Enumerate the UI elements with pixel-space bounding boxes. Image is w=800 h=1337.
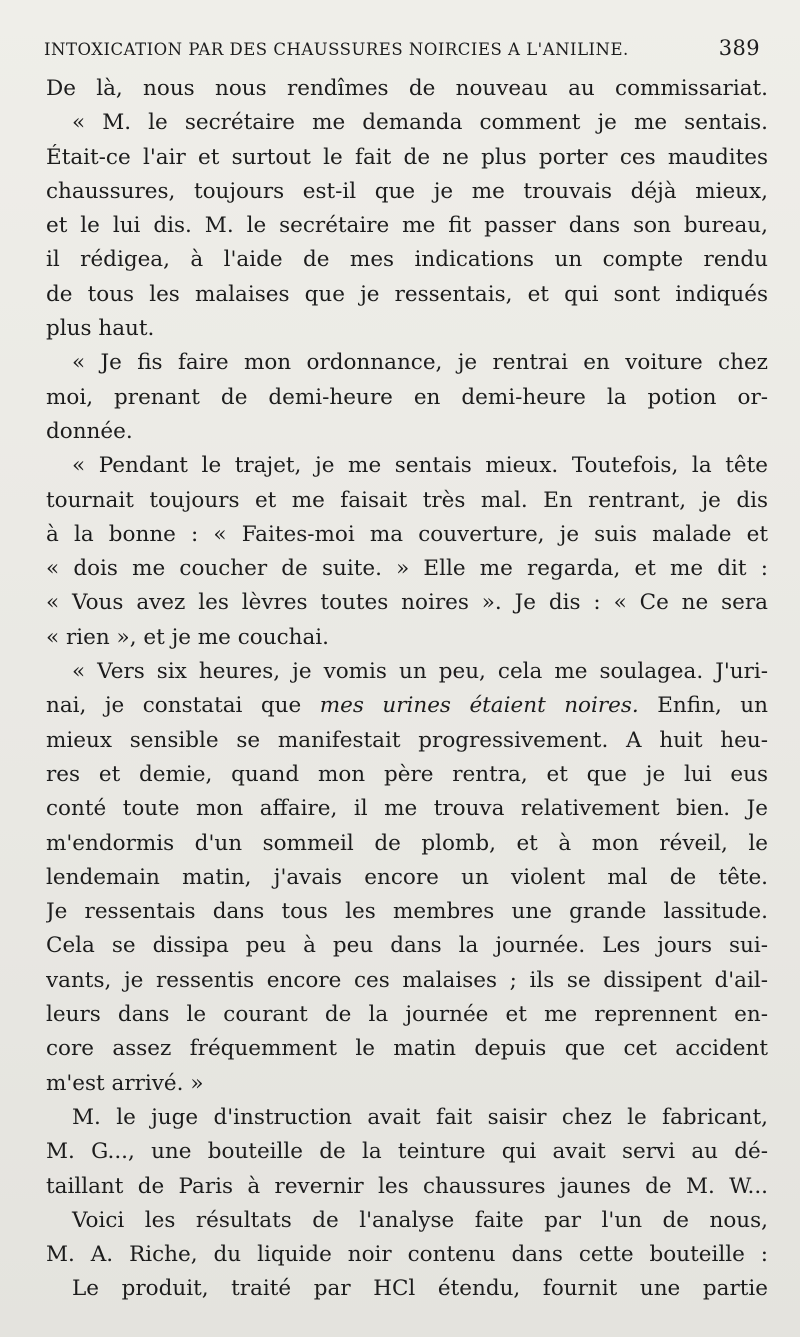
- text-line: De là, nous nous rendîmes de nouveau au commissariat.: [46, 76, 768, 101]
- text-line: plus haut.: [46, 316, 155, 342]
- text-line: M. A. Riche, du liquide noir contenu dans cette bouteille :: [46, 1242, 768, 1268]
- text-line: Était-ce l'air et surtout le fait de ne plus porter ces maudites: [46, 144, 768, 170]
- text-line: lendemain matin, j'avais encore un violent mal de tête.: [46, 864, 768, 890]
- text-segment: Enfin, un: [638, 693, 768, 719]
- italic-emphasis: mes urines étaient noires.: [319, 693, 639, 719]
- text-line: taillant de Paris à revernir les chaussures jaunes de M. W...: [46, 1173, 768, 1199]
- text-line: « Vers six heures, je vomis un peu, cela me soulagea. J'uri-: [72, 659, 768, 685]
- text-line: tournait toujours et me faisait très mal. En rentrant, je dis: [46, 487, 768, 513]
- text-line: il rédigea, à l'aide de mes indications un compte rendu: [46, 247, 768, 273]
- text-line: et le lui dis. M. le secrétaire me fit passer dans son bureau,: [46, 213, 768, 239]
- text-line: donnée.: [46, 418, 133, 444]
- text-line: m'endormis d'un sommeil de plomb, et à mon réveil, le: [46, 830, 768, 856]
- page-number: 389: [718, 36, 760, 60]
- text-line: vants, je ressentis encore ces malaises ; ils se dissipent d'ail-: [46, 967, 768, 993]
- running-title: INTOXICATION PAR DES CHAUSSURES NOIRCIES A L'ANILINE.: [44, 40, 629, 59]
- text-line: Cela se dissipa peu à peu dans la journée. Les jours sui-: [46, 933, 768, 959]
- text-line: à la bonne : « Faites-moi ma couverture, je suis malade et: [46, 521, 768, 547]
- text-line: « Vous avez les lèvres toutes noires ». Je dis : « Ce ne sera: [46, 590, 768, 616]
- text-line: de tous les malaises que je ressentais, et qui sont indiqués: [46, 281, 768, 307]
- text-line: « Pendant le trajet, je me sentais mieux. Toutefois, la tête: [72, 453, 768, 479]
- text-line: moi, prenant de demi-heure en demi-heure la potion or-: [46, 384, 768, 410]
- text-line: « M. le secrétaire me demanda comment je me sentais.: [72, 110, 768, 136]
- text-line: Voici les résultats de l'analyse faite par l'un de nous,: [72, 1207, 768, 1233]
- text-line: [46, 689, 768, 723]
- text-line: « rien », et je me couchai.: [46, 624, 329, 650]
- text-line: M. le juge d'instruction avait fait saisir chez le fabricant,: [72, 1104, 768, 1130]
- text-line: res et demie, quand mon père rentra, et que je lui eus: [46, 761, 768, 787]
- text-line: Je ressentais dans tous les membres une grande lassitude.: [46, 899, 768, 925]
- text-line: « dois me coucher de suite. » Elle me regarda, et me dit :: [46, 556, 768, 582]
- text-line: chaussures, toujours est-il que je me trouvais déjà mieux,: [46, 178, 768, 204]
- text-line: core assez fréquemment le matin depuis que cet accident: [46, 1036, 768, 1062]
- body-text: [46, 72, 768, 1307]
- text-line: m'est arrivé. »: [46, 1070, 204, 1096]
- text-line: leurs dans le courant de la journée et me reprennent en-: [46, 1002, 768, 1028]
- text-segment: nai, je constatai que: [46, 693, 320, 719]
- text-line: M. G..., une bouteille de la teinture qui avait servi au dé-: [46, 1139, 768, 1165]
- text-line: Le produit, traité par HCl étendu, fournit une partie: [72, 1276, 768, 1302]
- text-line: mieux sensible se manifestait progressivement. A huit heu-: [46, 727, 768, 753]
- running-header: [44, 36, 760, 66]
- text-line: conté toute mon affaire, il me trouva relativement bien. Je: [46, 796, 768, 822]
- text-line: « Je fis faire mon ordonnance, je rentrai en voiture chez: [72, 350, 768, 376]
